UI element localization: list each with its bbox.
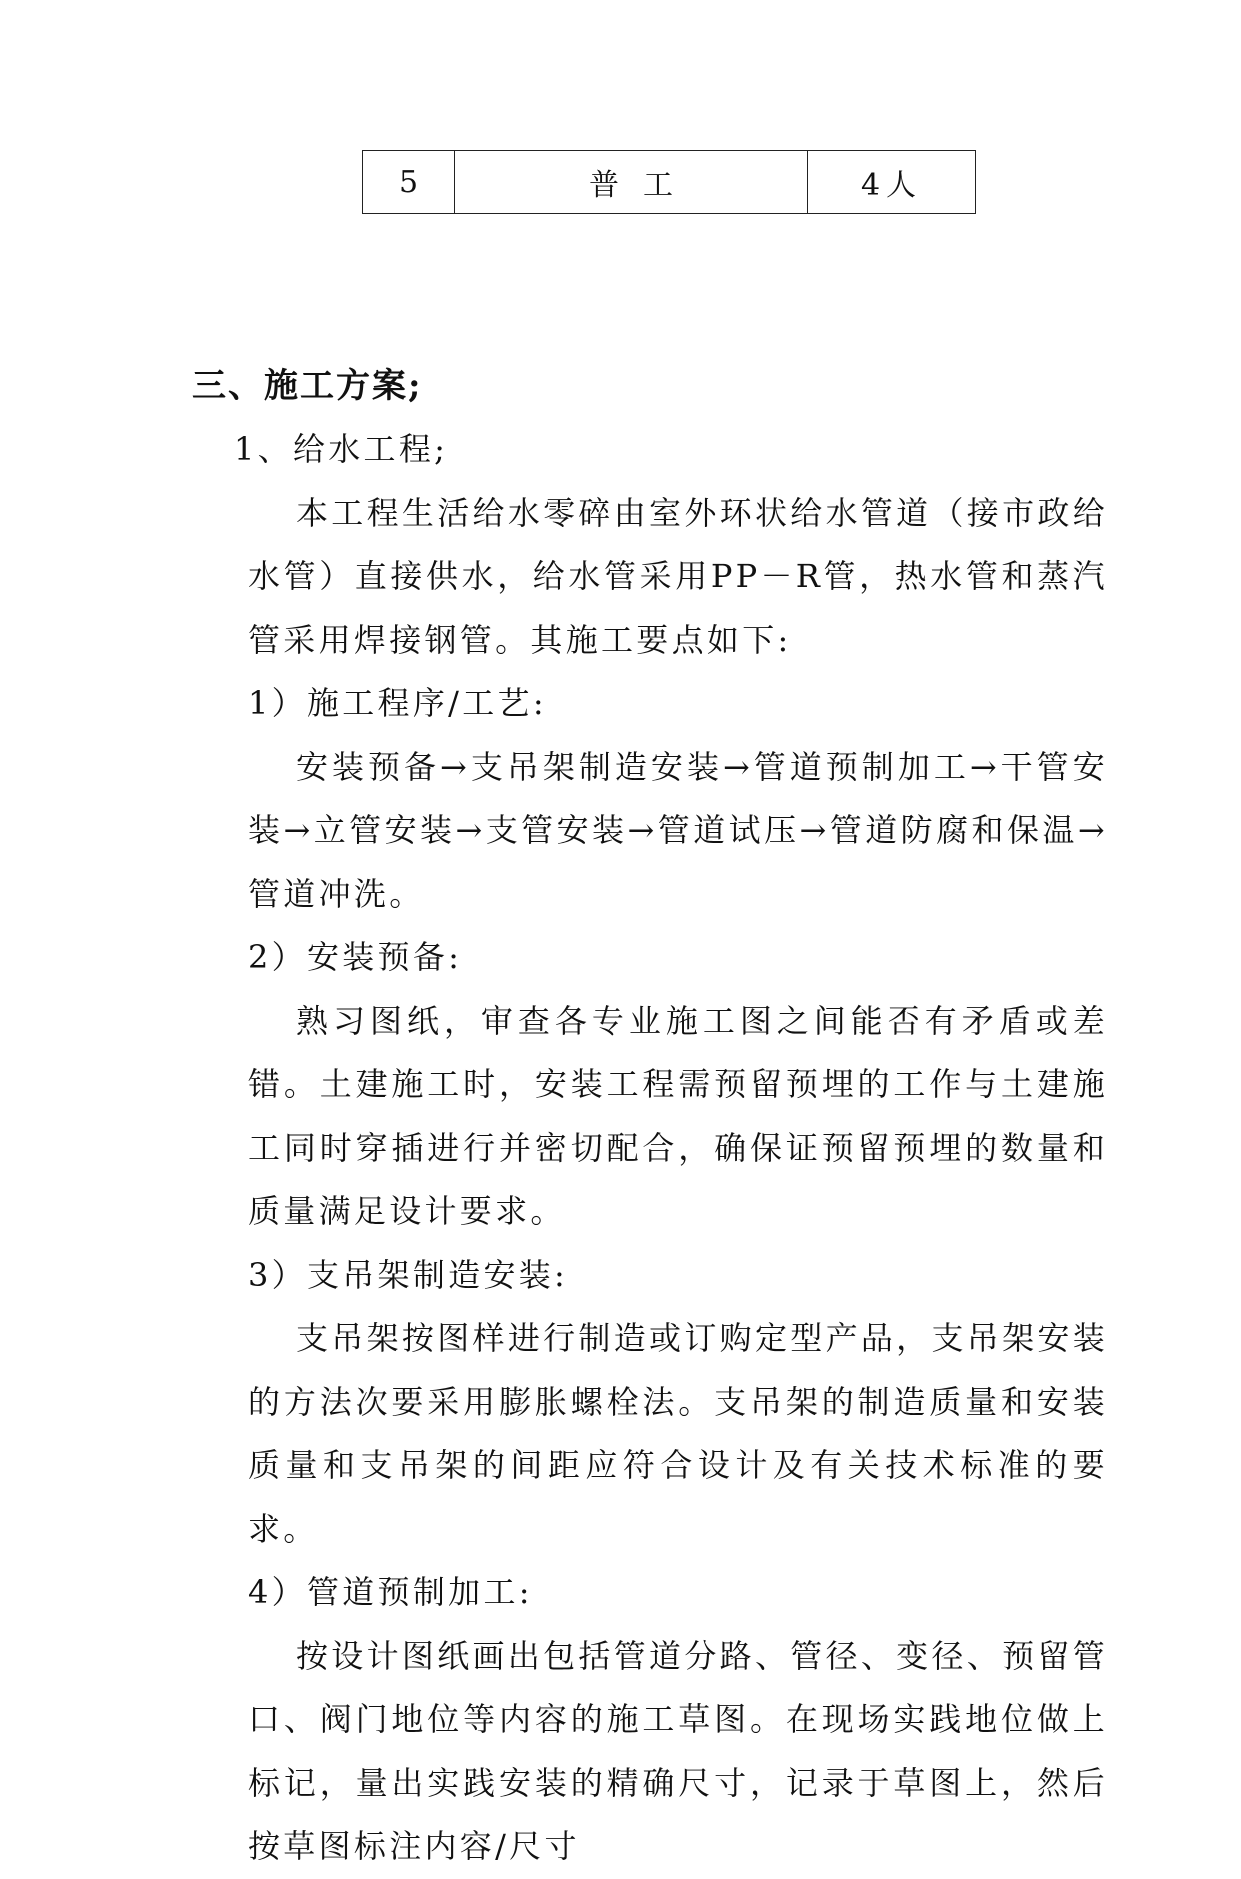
step-title: 4）管道预制加工: (248, 1573, 533, 1611)
step-paragraph: 安装预备→支吊架制造安装→管道预制加工→干管安装→立管安装→支管安装→管道试压→管道防腐和保温→管道冲洗。 (248, 747, 1108, 913)
step-title: 2）安装预备: (248, 938, 463, 976)
table-cell-role: 普工 (455, 151, 808, 214)
step-title: 1）施工程序/工艺: (248, 684, 547, 722)
intro-paragraph: 本工程生活给水零碎由室外环状给水管道（接市政给水管）直接供水，给水管采用PP－R管，热水管和蒸汽管采用焊接钢管。其施工要点如下: (248, 493, 1108, 659)
step-title: 3）支吊架制造安装: (248, 1255, 569, 1294)
step-paragraph: 熟习图纸，审查各专业施工图之间能否有矛盾或差错。土建施工时，安装工程需预留预埋的工作与土建施工同时穿插进行并密切配合，确保证预留预埋的数量和质量满足设计要求。 (248, 1001, 1108, 1230)
section-heading: 三、施工方案; (192, 366, 423, 406)
subsection-title: 1、给水工程; (234, 430, 449, 468)
table-cell-number: 5 (363, 151, 455, 214)
table-cell-count: 4人 (808, 151, 976, 214)
table-row (363, 151, 976, 214)
step-paragraph: 支吊架按图样进行制造或订购定型产品，支吊架安装的方法次要采用膨胀螺栓法。支吊架的制造质量和安装质量和支吊架的间距应符合设计及有关技术标准的要求。 (248, 1319, 1108, 1548)
step-paragraph: 按设计图纸画出包括管道分路、管径、变径、预留管口、阀门地位等内容的施工草图。在现场实践地位做上标记，量出实践安装的精确尺寸，记录于草图上，然后按草图标注内容/尺寸 (248, 1636, 1108, 1865)
staff-table (362, 150, 976, 214)
section-body (234, 418, 1108, 1879)
